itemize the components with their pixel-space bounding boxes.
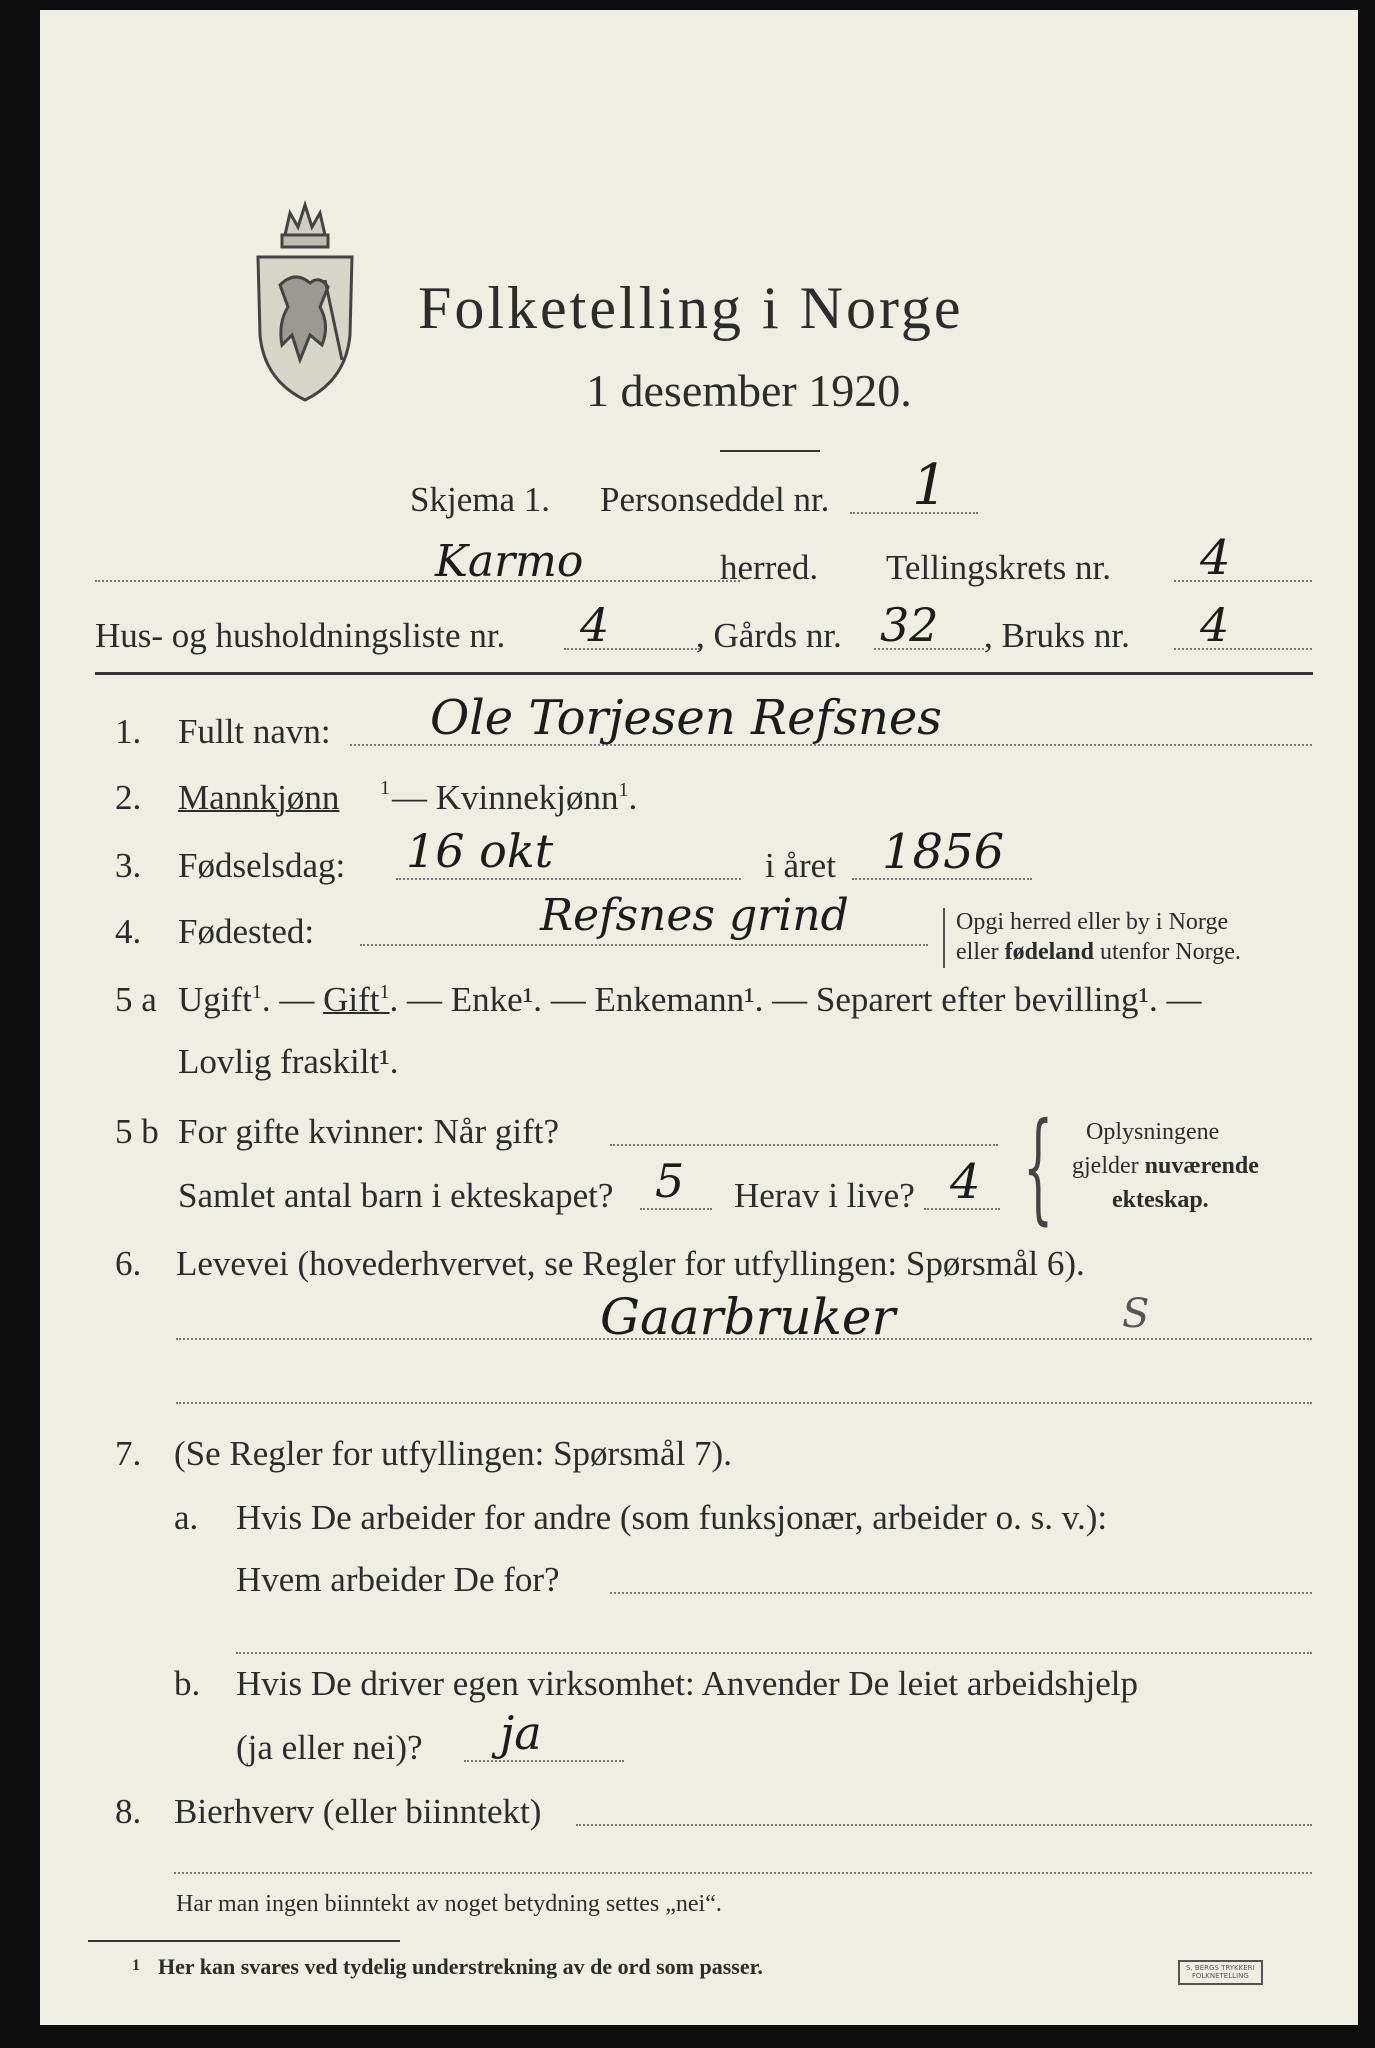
tellingskrets-value: 4 [1200, 530, 1231, 586]
gards-value: 32 [880, 598, 939, 652]
q4-note-b: fødeland [1004, 939, 1094, 965]
q5b-brace: { [1022, 1098, 1054, 1237]
q5b-label1: For gifte kvinner: Når gift? [178, 1112, 560, 1151]
personseddel-value: 1 [912, 453, 948, 518]
census-form [40, 10, 1358, 2025]
q1-number: 1. [115, 712, 142, 751]
q2-number: 2. [115, 778, 142, 817]
children-count-value: 5 [655, 1154, 685, 1208]
bruks-value: 4 [1200, 598, 1230, 652]
q4-note-line1: Opgi herred eller by i Norge [956, 909, 1229, 935]
q4-note-line2 [956, 940, 1241, 964]
gender-female-sup: 1 [618, 779, 629, 801]
q7a-letter: a. [174, 1498, 199, 1537]
occupation-value: Gaarbruker [600, 1288, 896, 1346]
other-marital-options: — Enke¹. — Enkemann¹. — Separert efter bevilling¹. — [398, 980, 1202, 1019]
birthplace-value: Refsnes grind [540, 890, 849, 941]
q6-number: 6. [115, 1244, 142, 1283]
printer-stamp-line2: FOLKNETELLING [1191, 1971, 1249, 1980]
q7a-line2 [236, 1652, 1312, 1654]
footnote-mark: 1 [132, 1957, 140, 1974]
hus-label: Hus- og husholdningsliste nr. [95, 616, 506, 655]
q5b-alive-label: Herav i live? [734, 1176, 915, 1215]
q3-line [396, 878, 741, 880]
q5b-note-line1: Oplysningene [1086, 1119, 1220, 1145]
q7a-label1: Hvis De arbeider for andre (som funksjonær, arbeider o. s. v.): [236, 1498, 1108, 1537]
occupation-code: S [1122, 1291, 1150, 1337]
q7b-label2: (ja eller nei)? [236, 1728, 423, 1767]
q5b-note-line2 [1072, 1154, 1259, 1178]
q7b-label1: Hvis De driver egen virksomhet: Anvender De leiet arbeidshjelp [236, 1664, 1138, 1703]
gender-male-option: Mannkjønn [178, 778, 340, 817]
q5b-number: 5 b [115, 1112, 159, 1151]
footnote-text: Her kan svares ved tydelig understrekning av de ord som passer. [158, 1954, 763, 1979]
q3-label: Fødselsdag: [178, 846, 346, 885]
footnote-divider [88, 1940, 400, 1942]
herred-label: herred. [720, 548, 819, 587]
personseddel-label: Personseddel nr. [600, 480, 830, 519]
q5b-note-b: nuværende [1144, 1153, 1259, 1179]
q5b-note-line3: ekteskap. [1112, 1187, 1209, 1213]
full-name-value: Ole Torjesen Refsnes [430, 690, 942, 746]
schema-label: Skjema 1. [410, 480, 550, 519]
gards-label: , Gårds nr. [696, 616, 842, 655]
census-date: 1 desember 1920. [586, 365, 912, 416]
gender-male-sup: 1 [380, 777, 390, 799]
ugift-option: Ugift$^1$. [178, 980, 271, 1019]
bruks-line [1174, 648, 1312, 650]
ugift-text: Ugift [178, 980, 252, 1019]
q3-year-label: i året [765, 846, 836, 885]
q8-label: Bierhverv (eller biinntekt) [174, 1792, 542, 1831]
gender-female-text: — Kvinnekjønn [392, 778, 619, 817]
marital-status-options: Ugift$^1$. — Gift$^1$. — Enke¹. — Enkemann¹. — Separert efter bevilling¹. — [178, 980, 1202, 1019]
q4-note-c: utenfor Norge. [1094, 939, 1241, 965]
herred-value: Karmo [435, 536, 584, 587]
q5b-note-a: gjelder [1072, 1153, 1145, 1179]
q8-number: 8. [115, 1792, 142, 1831]
title-divider [720, 450, 820, 452]
q4-number: 4. [115, 912, 142, 951]
q7a-line1 [610, 1592, 1312, 1594]
q4-label: Fødested: [178, 912, 315, 951]
gift-option: Gift$^1$ [323, 980, 390, 1019]
printer-stamp-line1: S. BERGS TRYKKERI [1186, 1964, 1255, 1972]
hus-value: 4 [580, 598, 610, 652]
q8-note: Har man ingen biinntekt av noget betydning settes „nei“. [176, 1891, 722, 1917]
birthday-value: 16 okt [406, 824, 554, 878]
gender-female-option: — Kvinnekjønn$^1$. [392, 778, 638, 817]
children-alive-value: 4 [950, 1154, 981, 1210]
q4-note-bracket [943, 908, 945, 968]
form-title: Folketelling i Norge [418, 275, 964, 341]
hired-help-value: ja [500, 1706, 542, 1760]
coat-of-arms-icon [250, 195, 360, 405]
q8-line2 [174, 1872, 1312, 1874]
q5b-label2: Samlet antal barn i ekteskapet? [178, 1176, 614, 1215]
bruks-label: , Bruks nr. [984, 616, 1130, 655]
q7-label: (Se Regler for utfyllingen: Spørsmål 7). [174, 1434, 732, 1473]
q5b-children-line [640, 1208, 712, 1210]
q7a-label2: Hvem arbeider De for? [236, 1560, 560, 1599]
q4-note-a: eller [956, 939, 1005, 965]
q8-line1 [576, 1824, 1312, 1826]
q6-line2 [176, 1402, 1312, 1404]
q6-label: Levevei (hovederhvervet, se Regler for utfyllingen: Spørsmål 6). [176, 1244, 1085, 1283]
q1-label: Fullt navn: [178, 712, 331, 751]
q7-number: 7. [115, 1434, 142, 1473]
q3-number: 3. [115, 846, 142, 885]
tellingskrets-line [1174, 580, 1312, 582]
herred-line [95, 580, 740, 582]
birth-year-value: 1856 [882, 824, 1005, 880]
gift-text: Gift [323, 980, 380, 1019]
q7b-letter: b. [174, 1664, 201, 1703]
q5a-line2: Lovlig fraskilt¹. [178, 1042, 399, 1081]
printer-stamp [1178, 1960, 1263, 1985]
q7b-line [464, 1760, 624, 1762]
q5a-number: 5 a [115, 980, 157, 1019]
q5b-married-line [610, 1144, 998, 1146]
header-divider [95, 672, 1313, 675]
q5a-dash: — [270, 980, 324, 1019]
tellingskrets-label: Tellingskrets nr. [886, 548, 1112, 587]
q4-line [360, 944, 928, 946]
